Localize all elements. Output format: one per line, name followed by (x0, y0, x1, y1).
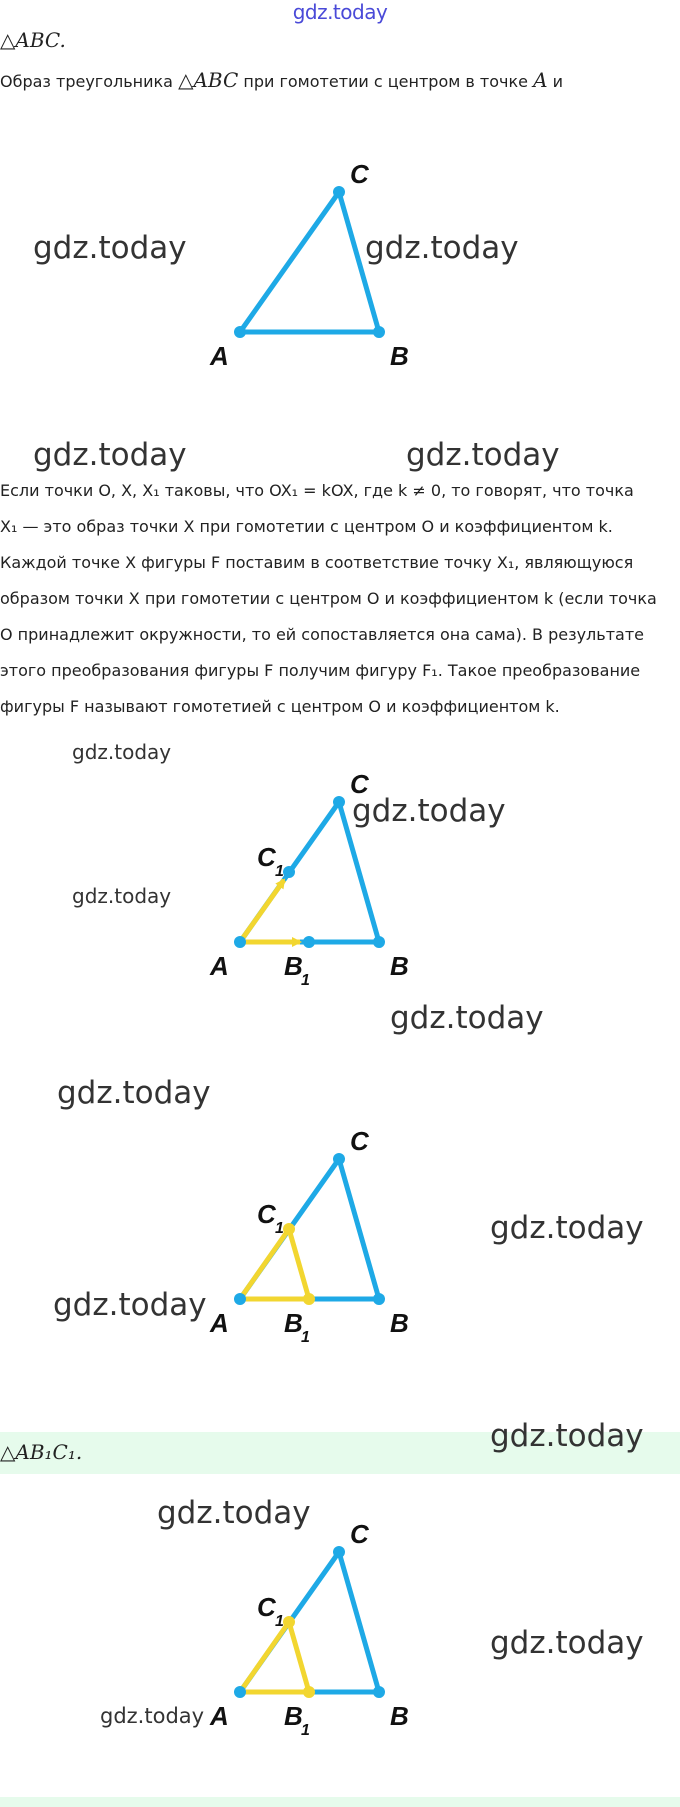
point-b (373, 1686, 385, 1698)
label-a: A (210, 951, 229, 981)
watermark: gdz.today (72, 740, 172, 764)
point-a (234, 936, 246, 948)
point-b (373, 936, 385, 948)
label-c1: C (257, 842, 276, 872)
point-c1 (283, 1223, 295, 1235)
bottom-band (0, 1797, 680, 1807)
point-c (333, 1546, 345, 1558)
point-b1 (303, 1293, 315, 1305)
intro-prefix: Образ треугольника (0, 72, 173, 91)
point-c (333, 796, 345, 808)
vector-ac1 (240, 880, 284, 942)
watermark: gdz.today (57, 1075, 211, 1111)
label-b1-sub: 1 (301, 1329, 310, 1346)
intro-triangle: △ABC (178, 68, 239, 92)
intro-mid: при гомотетии с центром в точке (243, 72, 528, 91)
label-c: C (350, 159, 369, 189)
answer-triangle: △AB₁C₁. (0, 1440, 83, 1464)
watermark: gdz.today (490, 1418, 644, 1454)
triangle-ab1c1-shape (240, 1229, 309, 1299)
label-a: A (210, 1308, 229, 1338)
point-c1 (283, 866, 295, 878)
intro-sentence (0, 68, 563, 92)
paragraph-line: O принадлежит окружности, то ей сопоставляется она сама). В результате (0, 625, 644, 644)
label-c1: C (257, 1199, 276, 1229)
point-a (234, 326, 246, 338)
watermark: gdz.today (100, 1704, 205, 1728)
label-b1-sub: 1 (301, 1722, 310, 1739)
point-b (373, 326, 385, 338)
site-header[interactable]: gdz.today (292, 0, 388, 24)
triangle-ab1c1-shape (240, 1622, 309, 1692)
watermark: gdz.today (390, 1000, 544, 1036)
triangle-abc-label: △ABC. (0, 28, 66, 52)
point-a (234, 1293, 246, 1305)
watermark: gdz.today (490, 1625, 644, 1661)
label-b: B (390, 951, 409, 981)
paragraph-line: фигуры F называют гомотетией с центром O и коэффициентом k. (0, 697, 560, 716)
label-b: B (390, 1701, 409, 1731)
watermark: gdz.today (352, 793, 506, 829)
watermark: gdz.today (33, 437, 187, 473)
watermark: gdz.today (490, 1210, 644, 1246)
label-c: C (350, 1520, 369, 1549)
point-b1 (303, 1686, 315, 1698)
paragraph-line: образом точки X при гомотетии с центром O и коэффициентом k (если точка (0, 589, 657, 608)
label-c1-sub: 1 (275, 1613, 284, 1630)
paragraph-line: X₁ — это образ точки X при гомотетии с центром O и коэффициентом k. (0, 517, 613, 536)
label-b: B (390, 1308, 409, 1338)
paragraph-line: Каждой точке X фигуры F поставим в соответствие точку X₁, являющуюся (0, 553, 634, 572)
point-c1 (283, 1616, 295, 1628)
label-c1: C (257, 1592, 276, 1622)
watermark: gdz.today (157, 1495, 311, 1531)
paragraph-line: Если точки O, X, X₁ таковы, что OX₁ = kOX, где k ≠ 0, то говорят, что точка (0, 481, 634, 500)
point-a (234, 1686, 246, 1698)
label-c: C (350, 770, 369, 799)
label-c: C (350, 1127, 369, 1156)
intro-point: A (533, 68, 548, 92)
point-c (333, 1153, 345, 1165)
label-b: B (390, 341, 409, 371)
point-b1 (303, 936, 315, 948)
watermark: gdz.today (406, 437, 560, 473)
triangle-abc-shape (240, 1552, 379, 1692)
label-c1-sub: 1 (275, 863, 284, 880)
label-a: A (210, 341, 229, 371)
definition-paragraph (0, 473, 680, 725)
point-c (333, 186, 345, 198)
point-b (373, 1293, 385, 1305)
label-b1: B (284, 951, 303, 981)
label-b1-sub: 1 (301, 972, 310, 989)
watermark: gdz.today (72, 884, 172, 908)
label-b1: B (284, 1701, 303, 1731)
watermark: gdz.today (33, 230, 187, 266)
label-c1-sub: 1 (275, 1220, 284, 1237)
label-b1: B (284, 1308, 303, 1338)
watermark: gdz.today (53, 1287, 207, 1323)
label-a: A (210, 1701, 229, 1731)
triangle-abc-shape (240, 192, 379, 332)
paragraph-line: этого преобразования фигуры F получим фигуру F₁. Такое преобразование (0, 661, 641, 680)
watermark: gdz.today (365, 230, 519, 266)
triangle-abc-shape (240, 1159, 379, 1299)
intro-end: и (552, 72, 564, 91)
